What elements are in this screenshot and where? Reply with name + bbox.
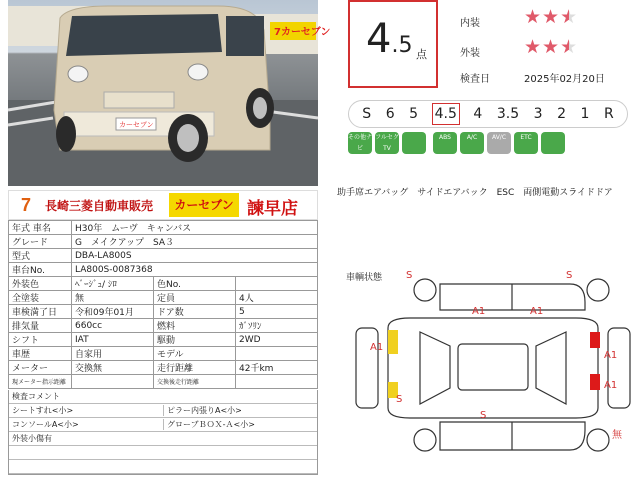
spec-table xyxy=(8,220,318,389)
table-row xyxy=(9,221,318,235)
interior-stars xyxy=(524,7,578,27)
spec-value: 令和09年01月 xyxy=(72,305,154,319)
damage-mark: A1 xyxy=(604,350,618,361)
table-row xyxy=(9,235,318,249)
grade-scale xyxy=(348,100,628,128)
star-icon: ★ xyxy=(524,36,543,58)
grade-scale-item: 2 xyxy=(557,106,567,122)
damage-mark: S xyxy=(566,270,573,281)
spec-value: 交換無 xyxy=(72,361,154,375)
damage-mark: S xyxy=(406,270,413,281)
vehicle-photo xyxy=(8,0,331,186)
star-icon: ★ xyxy=(542,6,561,28)
table-row xyxy=(9,347,318,361)
spec-label: 走行距離 xyxy=(154,361,236,375)
spec-value: 自家用 xyxy=(72,347,154,361)
damage-mark: A1 xyxy=(472,306,486,317)
spec-label: 定員 xyxy=(154,291,236,305)
comment: 外装小傷有 xyxy=(12,434,52,443)
equipment-icon xyxy=(541,132,565,154)
spec-label: 現メーター指示距離 xyxy=(9,375,72,389)
spec-label: 色No. xyxy=(154,277,236,291)
list-item xyxy=(9,446,317,460)
damage-mark: A1 xyxy=(604,380,618,391)
overall-grade xyxy=(348,0,438,88)
damage-mark: A1 xyxy=(370,342,384,353)
spec-label: 交換後走行距離 xyxy=(154,375,236,389)
star-half-icon: ★ xyxy=(560,6,579,28)
equipment-icon: その他ナビ xyxy=(348,134,373,152)
spec-label: 燃料 xyxy=(154,319,236,333)
spec-label: 駆動 xyxy=(154,333,236,347)
spec-value: LA800S-0087368 xyxy=(72,263,318,277)
spec-value: H30年 ムーヴ キャンバス xyxy=(72,221,318,235)
spec-label: 車歴 xyxy=(9,347,72,361)
grade-scale-item: 3.5 xyxy=(496,106,520,122)
spec-value: ﾍﾞｰｼﾞｭ/ ｼﾛ xyxy=(72,277,154,291)
spec-label: グレード xyxy=(9,235,72,249)
equipment-icon: AV/C xyxy=(487,132,511,154)
damage-diagram xyxy=(340,262,640,480)
interior-label: 内装 xyxy=(460,18,480,29)
plate: カーセブン xyxy=(119,121,154,129)
grade-scale-item: 5 xyxy=(409,106,419,122)
equipment-icons xyxy=(348,132,565,154)
equipment-icon xyxy=(402,132,426,154)
grade-scale-item: 6 xyxy=(385,106,395,122)
table-row xyxy=(9,249,318,263)
list-item xyxy=(9,418,317,432)
damage-mark: S xyxy=(396,394,403,405)
table-row xyxy=(9,361,318,375)
spec-value xyxy=(236,347,318,361)
spec-value: 無 xyxy=(72,291,154,305)
diagram-title: 車輌状態 xyxy=(346,273,383,283)
spec-value: 4人 xyxy=(236,291,318,305)
list-item xyxy=(9,460,317,474)
table-row xyxy=(9,333,318,347)
spec-label: 排気量 xyxy=(9,319,72,333)
spec-label: モデル xyxy=(154,347,236,361)
spec-value: 5 xyxy=(236,305,318,319)
comment: コンソールA<小> xyxy=(12,420,79,429)
spec-value: 42千km xyxy=(236,361,318,375)
damage-mark: A1 xyxy=(530,306,544,317)
spec-label: 車検満了日 xyxy=(9,305,72,319)
comments-title: 検査コメント xyxy=(12,392,60,401)
dealer-banner xyxy=(8,190,318,220)
equipment-icon: ETC xyxy=(514,132,538,154)
spec-label: 全塗装 xyxy=(9,291,72,305)
spec-label: ドア数 xyxy=(154,305,236,319)
spec-value: G メイクアップ SA３ xyxy=(72,235,318,249)
grade-int: 4 xyxy=(366,16,392,62)
grade-scale-item: 1 xyxy=(580,106,590,122)
comment: シートすれ<小> xyxy=(12,406,74,415)
inspection-comments xyxy=(8,390,318,475)
grade-scale-item: 4 xyxy=(473,106,483,122)
spec-label: 車台No. xyxy=(9,263,72,277)
grade-scale-item: R xyxy=(604,106,614,122)
store-name: 諫早店 xyxy=(247,199,298,219)
exterior-label: 外装 xyxy=(460,48,480,59)
spec-value xyxy=(236,277,318,291)
spec-value xyxy=(72,375,154,389)
spec-label: 型式 xyxy=(9,249,72,263)
spec-value xyxy=(236,375,318,389)
star-half-icon: ★ xyxy=(560,36,579,58)
spec-label: シフト xyxy=(9,333,72,347)
equipment-icon: A/C xyxy=(460,132,484,154)
table-row xyxy=(9,263,318,277)
table-row xyxy=(9,375,318,389)
star-icon: ★ xyxy=(524,6,543,28)
grade-scale-item: S xyxy=(362,106,372,122)
spec-value: 2WD xyxy=(236,333,318,347)
damage-mark: S xyxy=(480,410,487,421)
car-illustration xyxy=(8,0,331,186)
spec-value: 660cc xyxy=(72,319,154,333)
table-row xyxy=(9,305,318,319)
table-row xyxy=(9,277,318,291)
plate-sign: 7カーセブン xyxy=(274,27,331,38)
list-item xyxy=(9,404,317,418)
table-row xyxy=(9,291,318,305)
spec-label: 外装色 xyxy=(9,277,72,291)
inspect-date-label: 検査日 xyxy=(460,74,490,85)
equipment-icon: フルセグTV xyxy=(375,134,399,152)
car-outline-diagram xyxy=(340,262,640,480)
spec-label: 年式 車名 xyxy=(9,221,72,235)
grade-scale-item: 3 xyxy=(533,106,543,122)
spec-value: DBA-LA800S xyxy=(72,249,318,263)
grade-scale-item: 4.5 xyxy=(434,106,457,122)
spec-value: IAT xyxy=(72,333,154,347)
equipment-icon: ABS xyxy=(433,132,457,154)
spec-value: ｶﾞｿﾘﾝ xyxy=(236,319,318,333)
comment: ピラー内張りA<小> xyxy=(163,405,317,416)
dealer-name: 長崎三菱自動車販売 xyxy=(45,199,154,213)
star-icon: ★ xyxy=(542,36,561,58)
comment: グローブＢＯＸ-Ａ<小> xyxy=(163,419,317,430)
grade-dec: .5 xyxy=(391,33,413,58)
spec-label: メーター xyxy=(9,361,72,375)
grade-unit: 点 xyxy=(416,48,427,61)
comments-title-row xyxy=(9,390,317,404)
dealer-logo: 7 xyxy=(15,194,37,216)
inspect-date: 2025年02月20日 xyxy=(524,74,605,85)
exterior-stars xyxy=(524,37,578,57)
brand-logo: カーセブン xyxy=(169,193,239,217)
list-item xyxy=(9,432,317,446)
equipment-text: 助手席エアバッグ サイドエアバック ESC 両側電動スライドドア xyxy=(337,188,613,198)
table-row xyxy=(9,319,318,333)
damage-mark: 無 xyxy=(612,430,622,441)
